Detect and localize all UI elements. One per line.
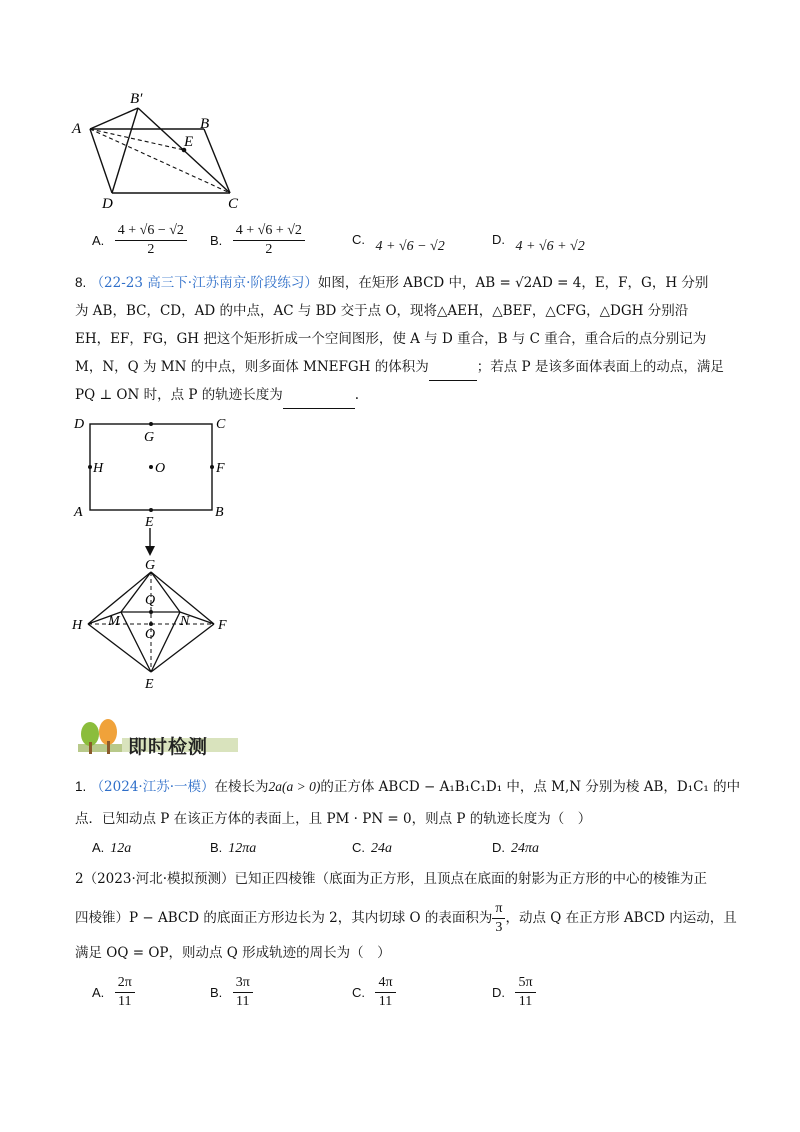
- option-fraction: [115, 222, 187, 259]
- q8-line-5: [75, 382, 735, 409]
- p2-line-1: [75, 866, 735, 892]
- fraction-denominator: 11: [118, 994, 132, 1009]
- q7-option-b[interactable]: [210, 222, 305, 259]
- q8-text-5: PQ ⊥ ON 时，点 P 的轨迹长度为: [75, 387, 283, 403]
- option-label: A.: [92, 984, 105, 1000]
- option-label: C.: [352, 984, 365, 1000]
- option-text: 4 + √6 − √2: [375, 239, 445, 254]
- label-D: D: [74, 417, 85, 432]
- option-text: 4 + √6 + √2: [515, 239, 585, 254]
- fraction-denominator: 11: [236, 994, 250, 1009]
- option-text: 12a: [110, 841, 132, 856]
- fraction-numerator: 5π: [515, 974, 535, 993]
- fraction-denominator: 11: [518, 994, 533, 1009]
- label-M: M: [108, 614, 120, 629]
- question-number: 8.: [75, 275, 87, 290]
- answer-blank-volume[interactable]: [429, 354, 477, 381]
- q8-line-1: [75, 270, 735, 296]
- option-fraction: [515, 974, 535, 1011]
- label-E: E: [145, 677, 154, 692]
- p2-option-b[interactable]: [210, 974, 253, 1011]
- option-label: B.: [210, 840, 223, 855]
- option-label: C.: [352, 840, 365, 855]
- q8-text-4b: ；若点 P 是该多面体表面上的动点，满足: [476, 359, 724, 375]
- q8-text-4: M，N，Q 为 MN 的中点，则多面体 MNEFGH 的体积为: [75, 359, 429, 375]
- label-C: C: [228, 196, 239, 212]
- p2-text-3: 满足 OQ = OP，则动点 Q 形成轨迹的周长为（ ）: [75, 945, 391, 961]
- p1-line-2: [75, 806, 735, 832]
- label-F: F: [218, 618, 227, 633]
- label-C: C: [216, 417, 226, 432]
- option-text: 12πa: [228, 841, 257, 856]
- q8-line-4: [75, 354, 735, 381]
- p2-option-c[interactable]: [352, 974, 396, 1011]
- option-label: B.: [210, 232, 223, 248]
- figure-folded-quadrilateral: [60, 88, 260, 218]
- section-title: 即时检测: [128, 736, 209, 758]
- label-B-prime: B′: [130, 91, 143, 107]
- p1-line-1: [75, 774, 741, 800]
- q7-option-d[interactable]: [492, 232, 585, 254]
- label-D: D: [102, 196, 113, 212]
- option-label: D.: [492, 984, 505, 1000]
- figure-rectangle: [70, 410, 250, 530]
- p1-option-b[interactable]: [210, 840, 256, 857]
- figure-polyhedron: [66, 556, 246, 696]
- p2-option-d[interactable]: [492, 974, 536, 1011]
- label-F: F: [216, 461, 225, 476]
- q8-line-3: [75, 326, 735, 352]
- option-label: B.: [210, 984, 223, 1000]
- p2-text-2b: ，动点 Q 在正方形 ABCD 内运动，且: [505, 910, 737, 926]
- fraction-numerator: 4 + √6 − √2: [115, 222, 187, 241]
- fraction-denominator: 3: [495, 920, 503, 935]
- question-source: （2024·江苏·一模）: [90, 779, 215, 795]
- p1-text-2: 点．已知动点 P 在该正方体的表面上，且 PM · PN = 0，则点 P 的轨迹长度为（ ）: [75, 811, 592, 827]
- q8-text-3: EH，EF，FG，GH 把这个矩形折成一个空间图形，使 A 与 D 重合，B 与 C 重合，重合后的点分别记为: [75, 331, 707, 347]
- label-H: H: [93, 461, 104, 476]
- q8-text-5b: .: [354, 387, 360, 403]
- p2-text-1: 2（2023·河北·模拟预测）已知正四棱锥（底面为正方形，且顶点在底面的射影为正方形的中心的棱锥为正: [75, 871, 708, 887]
- label-G: G: [144, 430, 155, 445]
- p2-option-a[interactable]: [92, 974, 135, 1011]
- down-arrow-icon: [140, 528, 160, 558]
- fraction-denominator: 2: [265, 242, 273, 257]
- option-label: A.: [92, 840, 105, 855]
- option-fraction: [115, 974, 135, 1011]
- label-A: A: [72, 121, 82, 137]
- option-fraction: [233, 222, 305, 259]
- fraction-numerator: 4 + √6 + √2: [233, 222, 305, 241]
- question-source: （22-23 高三下·江苏南京·阶段练习）: [90, 275, 318, 291]
- option-label: C.: [352, 232, 365, 247]
- answer-blank-length[interactable]: [283, 382, 355, 409]
- label-Q: Q: [145, 593, 156, 608]
- option-fraction: [233, 974, 253, 1011]
- q8-text-2: 为 AB，BC，CD，AD 的中点，AC 与 BD 交于点 O，现将△AEH，△BEF，△CFG，△DGH 分别沿: [75, 303, 689, 319]
- label-B: B: [200, 116, 210, 132]
- question-number: 1.: [75, 779, 87, 794]
- q7-option-a[interactable]: [92, 222, 187, 259]
- p2-line-3: [75, 940, 735, 966]
- fraction-denominator: 2: [147, 242, 155, 257]
- option-label: D.: [492, 840, 505, 855]
- p1-option-d[interactable]: [492, 840, 539, 857]
- fraction-numerator: 2π: [115, 974, 135, 993]
- fraction-numerator: 3π: [233, 974, 253, 993]
- q7-option-c[interactable]: [352, 232, 445, 254]
- p1-text-1a: 在棱长为: [214, 779, 269, 795]
- q8-line-2: [75, 298, 735, 324]
- label-A: A: [74, 505, 83, 520]
- option-text: 24a: [371, 841, 392, 856]
- p1-option-a[interactable]: [92, 840, 131, 857]
- p1-expr: 2a(a > 0): [268, 779, 321, 794]
- fraction-numerator: 4π: [375, 974, 395, 993]
- option-label: A.: [92, 232, 105, 248]
- p2-text-2a: 四棱锥）P − ABCD 的底面正方形边长为 2，其内切球 O 的表面积为: [75, 910, 493, 926]
- label-N: N: [180, 614, 190, 629]
- label-H: H: [72, 618, 83, 633]
- label-E: E: [184, 134, 194, 150]
- q8-text-1: 如图，在矩形 ABCD 中，AB = √2AD = 4，E，F，G，H 分别: [317, 275, 709, 291]
- label-G: G: [145, 558, 156, 573]
- label-O: O: [145, 627, 156, 642]
- option-label: D.: [492, 232, 505, 247]
- option-fraction: [375, 974, 395, 1011]
- fraction-numerator: π: [492, 900, 505, 919]
- label-B: B: [215, 505, 224, 520]
- p1-option-c[interactable]: [352, 840, 392, 857]
- fraction-denominator: 11: [378, 994, 393, 1009]
- p1-text-1c: 的正方体 ABCD − A₁B₁C₁D₁ 中，点 M,N 分别为棱 AB，D₁C₁ 的中: [320, 779, 741, 795]
- label-O: O: [155, 461, 166, 476]
- p2-line-2: [75, 898, 735, 938]
- label-E: E: [145, 515, 154, 530]
- option-text: 24πa: [511, 841, 540, 856]
- inline-fraction: [492, 900, 505, 937]
